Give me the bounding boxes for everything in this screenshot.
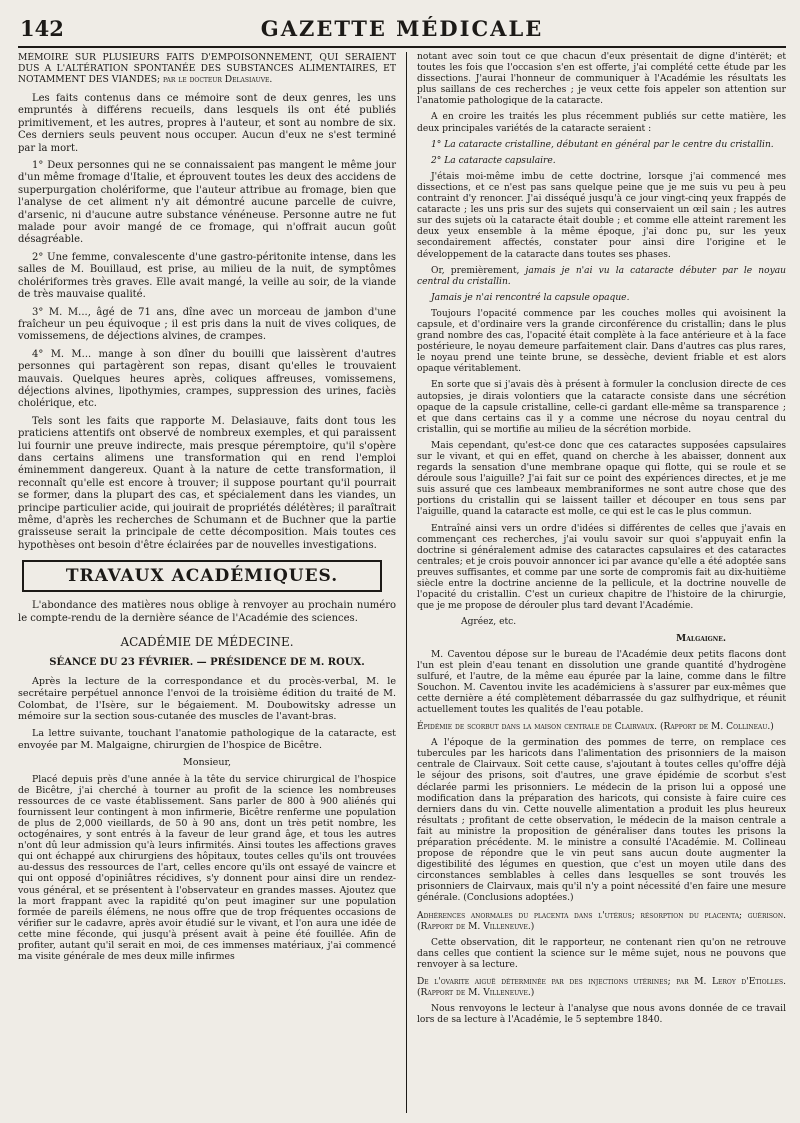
ovarite-paragraph: Nous renvoyons le lecteur à l'analyse que nous avons donnée de ce travail lors de sa lecture à l'Académie, le 5 septembre 1840. <box>417 1004 786 1026</box>
ovarite-title: De l'ovarite aiguë déterminée par des injections utérines; par M. Leroy d'Etiolles. (Rapport de M. Villeneuve.) <box>417 977 786 999</box>
columns <box>18 52 786 1113</box>
travaux-intro: L'abondance des matières nous oblige à renvoyer au prochain numéro le compte-rendu de la dernière séance de l'Académie des sciences. <box>18 600 396 624</box>
memoir-paragraph: Les faits contenus dans ce mémoire sont de deux genres, les uns empruntés à différens recueils, dans lesquels ils ont été publiés primitivement, et les autres, propres à l'auteur, et sont au nombre de six. Ces derniers seuls peuvent nous occuper. Aucun d'eux ne s'est terminé par la mort. <box>18 93 396 154</box>
masthead-title: GAZETTE MÉDICALE <box>260 16 544 41</box>
scorbut-paragraph: A l'époque de la germination des pommes de terre, on remplace ces tubercules par les haricots dans l'alimentation des prisonniers de la maison centrale de Clairvaux. Soit cette cause, s'ajoutant à toutes celles qu'offre déjà le séjour des prisons, soit d'autres, une grave épidémie de scorbut s'est déclarée parmi les prisonniers. Le médecin de la prison lui a opposé une modification dans la préparation des haricots, qui consiste à faire cuire ces derniers dans du vin. Cette nouvelle alimentation a produit les plus heureux résultats ; profitant de cette observation, le médecin de la maison centrale a fait au ministre la proposition de généraliser dans toutes les prisons la préparation précédente. M. le ministre a consulté l'Académie. M. Collineau propose de répondre que le vin peut sans aucun doute augmenter la digestibilité des légumes en question, que c'est un moyen utile dans des circonstances semblables à celles dans lesquelles se sont trouvés les prisonniers de Clairvaux, mais qu'il n'y a point nécessité d'en faire une mesure générale. (Conclusions adoptées.) <box>417 738 786 904</box>
letter-closing: Agréez, etc. <box>461 617 517 628</box>
letter-paragraph: A en croire les traités les plus récemment publiés sur cette matière, les deux principales variétés de la cataracte seraient : <box>417 112 786 134</box>
memoir-paragraph: Tels sont les faits que rapporte M. Delasiauve, faits dont tous les praticiens attentifs ont observé de nombreux exemples, et qui paraissent lui fournir une preuve indirecte, mais presque péremptoire, qu'il s'opère dans certains alimens une transformation qui en rend l'emploi éminemment dangereux. Quant à la nature de cette transformation, il reconnaît qu'elle est encore à trouver; il suppose pourtant qu'il pourrait se former, dans la plupart des cas, et spécialement dans les viandes, un principe particulier acide, qui jouirait de propriétés délétères; il paraîtrait même, d'après les recherches de Schumann et de Buchner que la partie graisseuse serait la principale de cette décomposition. Mais toutes ces hypothèses ont besoin d'être éclairées par de nouvelles investigations. <box>18 415 396 551</box>
page-number: 142 <box>20 16 64 41</box>
letter-signature: Malgaigne. <box>676 633 726 645</box>
caventou-paragraph: M. Caventou dépose sur le bureau de l'Académie deux petits flacons dont l'un est plein d'eau tenant en dissolution une grande quantité d'hydrogène sulfuré, et l'autre, de la même eau épurée par la laine, comme dans le filtre Souchon. M. Caventou invite les académiciens à s'assurer par eux-mêmes que cette dernière a été complètement débarrassée du gaz sulfhydrique, et réunit actuellement toutes les qualités de l'eau potable. <box>417 649 786 715</box>
memoir-title: MÉMOIRE SUR PLUSIEURS FAITS D'EMPOISONNEMENT, QUI SERAIENT DUS A L'ALTÉRATION SPONTANÉE DES SUBSTANCES ALIMENTAIRES, ET NOTAMMENT DES VIANDES; par le docteur Delasiauve. <box>18 52 396 85</box>
memoir-paragraph: 4° M. M... mange à son dîner du bouilli que laissèrent d'autres personnes qui partagèrent son repas, disant qu'elles le trouvaient mauvais. Quelques heures après, coliques affreuses, vomissemens, déjections alvines, lipothymies, crampes, suppression des urines, faciès cholérique, etc. <box>18 348 396 410</box>
or-italic: jamais je n'ai vu la cataracte débuter par le noyau central du cristallin. <box>417 265 786 287</box>
cataract-variety-2: 2° La cataracte capsulaire. <box>431 155 556 166</box>
seance-heading: SÉANCE DU 23 FÉVRIER. — PRÉSIDENCE DE M. ROUX. <box>49 657 365 669</box>
letter-paragraph: J'étais moi-même imbu de cette doctrine, lorsque j'ai commencé mes dissections, et ce n'est pas sans quelque peine que je me suis vu peu à peu contraint d'y renoncer. J'ai disséqué jusqu'à ce jour vingt-cinq yeux frappés de cataracte ; les uns pris sur des sujets qui conservaient un œil sain ; les autres sur des sujets où la cataracte était double ; et comme elle atteint rarement les deux yeux ensemble à la même époque, j'ai donc pu, sur les yeux secondairement affectés, constater pour ainsi dire l'origine et le développement de la cataracte dans toutes ses phases. <box>417 171 786 260</box>
letter-paragraph: Mais cependant, qu'est-ce donc que ces cataractes supposées capsulaires sur le vivant, et qui en effet, quand on cherche à les abaisser, donnent aux regards la sensation d'une membrane opaque qui flotte, qui se roule et se déroule sous l'aiguille? J'ai fait sur ce point des expériences directes, et je me suis assuré que ces lambeaux membraniformes ne sont autre chose que des portions du cristallin qui se laissent tailler et découper en tous sens par l'aiguille, quand la cataracte est molle, ce qui est le cas le plus commun. <box>417 440 786 518</box>
travaux-heading: TRAVAUX ACADÉMIQUES. <box>22 560 382 592</box>
placenta-paragraph: Cette observation, dit le rapporteur, ne contenant rien qu'on ne retrouve dans celles que contient la science sur le même sujet, nous ne pouvons que renvoyer à sa lecture. <box>417 937 786 970</box>
memoir-paragraph: 1° Deux personnes qui ne se connaissaient pas mangent le même jour d'un même fromage d'Italie, et éprouvent toutes les deux des accidens de superpurgation cholériforme, que l'auteur attribue au fromage, bien que l'analyse de cet aliment n'y ait démontré aucune parcelle de cuivre, d'arsenic, ni d'aucune autre substance vénéneuse. Personne autre ne fut malade pour avoir mangé de ce fromage, qui n'offrait aucun goût désagréable. <box>18 160 396 246</box>
letter-continued: notant avec soin tout ce que chacun d'eux présentait de digne d'intérêt; et toutes les fois que l'occasion s'en est offerte, j'ai complété cette étude par les dissections. J'aurai l'honneur de communiquer à l'Académie les résultats les plus saillans de ces recherches ; je veux cette fois appeler son attention sur l'anatomie pathologique de la cataracte. <box>417 52 786 107</box>
placenta-title: Adhérences anormales du placenta dans l'utérus; résorption du placenta; guérison. (Rapport de M. Villeneuve.) <box>417 910 786 932</box>
scorbut-title: Épidémie de scorbut dans la maison centrale de Clairvaux. (Rapport de M. Collineau.) <box>417 722 774 733</box>
letter-salutation: Monsieur, <box>182 756 232 768</box>
memoir-paragraph: 3° M. M..., âgé de 71 ans, dîne avec un morceau de jambon d'une fraîcheur un peu équivoque ; il est pris dans la nuit de vives coliques, de vomissemens, de déjections alvines, de crampes. <box>18 306 396 343</box>
memoir-paragraph: 2° Une femme, convalescente d'une gastro-péritonite intense, dans les salles de M. Bouillaud, est prise, au milieu de la nuit, de symptômes cholériformes très graves. Elle avait mangé, la veille au soir, de la viande de très mauvaise qualité. <box>18 251 396 301</box>
seance-paragraph: Après la lecture de la correspondance et du procès-verbal, M. le secrétaire perpétuel annonce l'envoi de la troisième édition du traité de M. Colombat, de l'Isère, sur le bégaiement. M. Doubowitsky adresse un mémoire sur la section sous-cutanée des muscles de l'avant-bras. <box>18 676 396 723</box>
letter-paragraph <box>417 266 786 288</box>
letter-paragraph: Entraîné ainsi vers un ordre d'idées si différentes de celles que j'avais en commençant ces recherches, j'ai voulu savoir sur quoi s'appuyait enfin la doctrine si généralement admise des cataractes capsulaires et des cataractes centrales; et je crois pouvoir annoncer ici par avance qu'elle a été adoptée sans preuves suffisantes, et comme par une sorte de compromis fait au dix-huitième siècle entre la doctrine ancienne de la pellicule, et la doctrine nouvelle de l'opacité du cristallin. C'est un curieux chapitre de l'histoire de la chirurgie, que je me propose de dérouler plus tard devant l'Académie. <box>417 523 786 612</box>
page-header <box>18 8 786 48</box>
jamais-line: Jamais je n'ai rencontré la capsule opaque. <box>431 292 630 303</box>
letter-paragraph: Toujours l'opacité commence par les couches molles qui avoisinent la capsule, et d'ordinaire vers la grande circonférence du cristallin; dans le plus grand nombre des cas, l'opacité était complète à la face antérieure et à la face postérieure, le noyau demeure parfaitement clair. Dans d'autres cas plus rares, le noyau prend une teinte brune, se dessèche, devient friable et est alors opaque véritablement. <box>417 308 786 375</box>
cataract-variety-1: 1° La cataracte cristalline, débutant en général par le centre du cristallin. <box>431 139 774 150</box>
academie-heading: ACADÉMIE DE MÉDECINE. <box>120 635 294 650</box>
seance-paragraph: La lettre suivante, touchant l'anatomie pathologique de la cataracte, est envoyée par M. Malgaigne, chirurgien de l'hospice de Bicêtre. <box>18 728 396 752</box>
letter-paragraph: En sorte que si j'avais dès à présent à formuler la conclusion directe de ces autopsies, je dirais volontiers que la cataracte consiste dans une sécrétion opaque de la capsule cristalline, celle-ci gardant elle-même sa transparence ; et que dans certains cas il y a comme une nécrose du noyau central du cristallin, qui se mortifie au milieu de la sécrétion morbide. <box>417 380 786 435</box>
letter-paragraph: Placé depuis près d'une année à la tête du service chirurgical de l'hospice de Bicêtre, j'ai cherché à tourner au profit de la science les nombreuses ressources de ce vaste établissement. Sans parler de 800 à 900 aliénés qui fournissent leur contingent à mon infirmerie, Bicêtre renferme une population de plus de 2,000 vieillards, de 50 à 90 ans, dont un très petit nombre, les octogénaires, y sont entrés à la faveur de leur grand âge, et tous les autres n'ont dû leur admission qu'à leurs infirmités. Ainsi toutes les affections graves qui ont échappé aux chirurgiens des hôpitaux, toutes celles qu'ils ont trouvées au-dessus des ressources de l'art, celles encore qu'ils ont essayé de vaincre et qui ont opposé d'opiniâtres récidives, s'y donnent pour ainsi dire un rendez-vous général, et se présentent à l'observateur en grandes masses. Ajoutez que la mort frappant avec la rapidité qu'on peut imaginer sur une population formée de pareils élémens, ne nous offre que de trop fréquentes occasions de vérifier sur le cadavre, après avoir étudié sur le vivant, et l'on aura une idée de cette mine féconde, qui jusqu'à présent avait à peine été fouillée. Afin de profiter, autant qu'il serait en moi, de ces immenses matériaux, j'ai commencé ma visite générale de mes deux mille infirmes <box>18 773 396 963</box>
right-column <box>407 52 786 1113</box>
or-lead: Or, premièrement, <box>431 265 526 276</box>
left-column <box>18 52 406 1113</box>
